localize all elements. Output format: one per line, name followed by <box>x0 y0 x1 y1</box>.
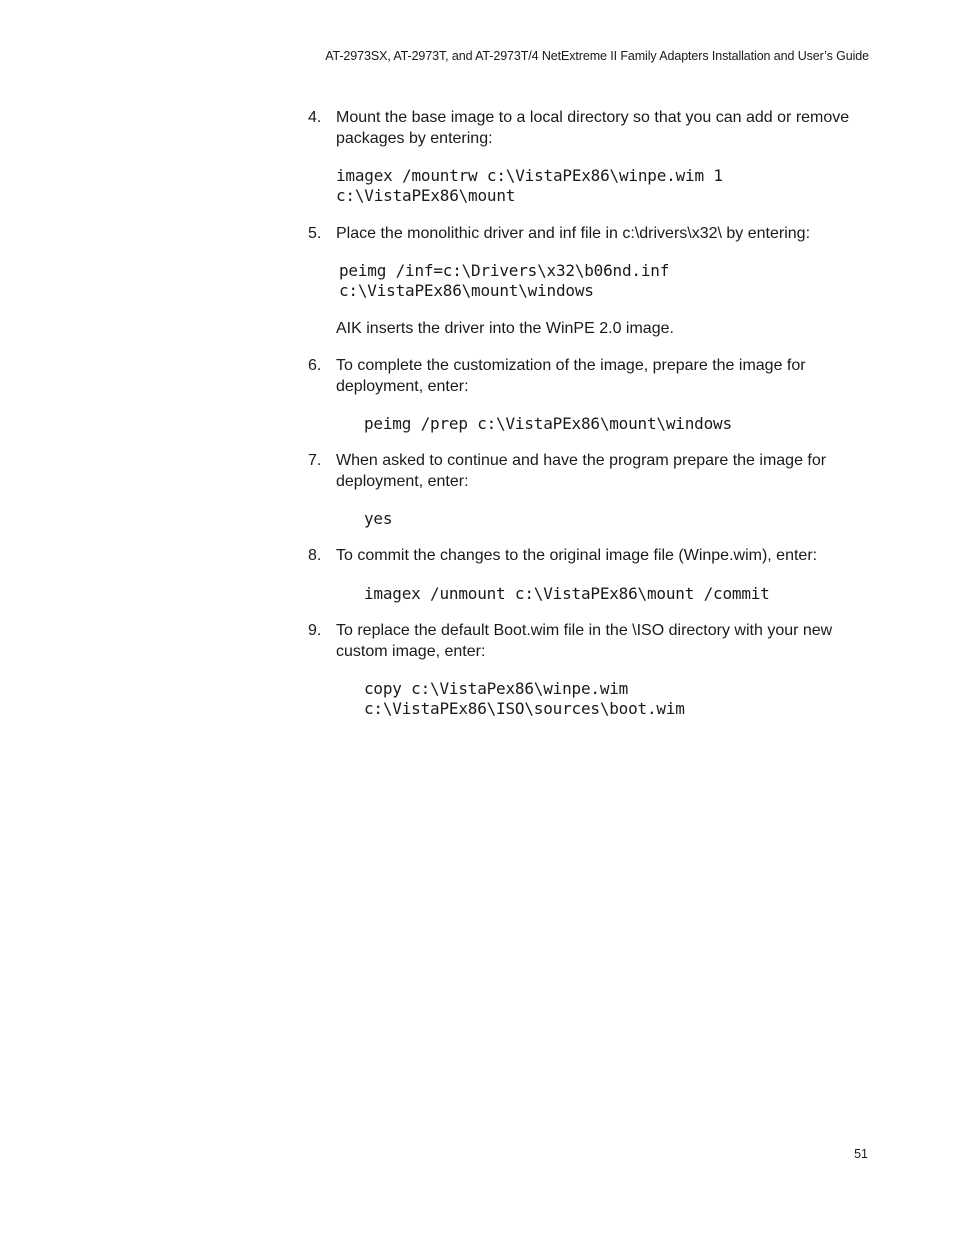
code-block <box>364 679 685 719</box>
code-block <box>364 414 732 434</box>
code-line: c:\VistaPEx86\mount\windows <box>339 281 594 300</box>
step-number: 9. <box>308 622 322 639</box>
code-line: c:\VistaPEx86\mount <box>336 186 516 205</box>
running-header: AT-2973SX, AT-2973T, and AT-2973T/4 NetExtreme II Family Adapters Installation and User’s Guide <box>325 49 869 63</box>
step-6 <box>308 356 868 397</box>
step-text: When asked to continue and have the program prepare the image for deployment, enter: <box>336 452 827 490</box>
step-number: 6. <box>308 357 322 374</box>
step-text: To replace the default Boot.wim file in the \ISO directory with your new custom image, enter: <box>336 622 833 660</box>
step-9 <box>308 621 868 662</box>
step-number: 4. <box>308 109 322 126</box>
code-line: peimg /inf=c:\Drivers\x32\b06nd.inf <box>339 261 670 280</box>
step-text: To commit the changes to the original image file (Winpe.wim), enter: <box>336 547 818 564</box>
step-number: 7. <box>308 452 322 469</box>
step-5 <box>308 224 868 245</box>
code-line: imagex /unmount c:\VistaPEx86\mount /commit <box>364 584 770 603</box>
step-text: Place the monolithic driver and inf file in c:\drivers\x32\ by entering: <box>336 225 811 242</box>
code-block <box>364 509 392 529</box>
step-number: 8. <box>308 547 322 564</box>
code-line: yes <box>364 509 393 528</box>
step-note: AIK inserts the driver into the WinPE 2.0 image. <box>336 320 674 337</box>
step-7 <box>308 451 868 492</box>
step-4 <box>308 108 868 149</box>
step-number: 5. <box>308 225 322 242</box>
step-text: To complete the customization of the image, prepare the image for deployment, enter: <box>336 357 806 395</box>
code-block <box>336 166 723 206</box>
code-line: copy c:\VistaPex86\winpe.wim <box>364 679 629 698</box>
code-line: imagex /mountrw c:\VistaPEx86\winpe.wim 1 <box>336 166 723 185</box>
code-block <box>339 261 669 301</box>
code-line: peimg /prep c:\VistaPEx86\mount\windows <box>364 414 732 433</box>
code-line: c:\VistaPEx86\ISO\sources\boot.wim <box>364 699 685 718</box>
step-8 <box>308 546 868 567</box>
code-block <box>364 584 770 604</box>
step-text: Mount the base image to a local directory so that you can add or remove packages by entering: <box>336 109 850 147</box>
page-number: 51 <box>854 1147 868 1161</box>
